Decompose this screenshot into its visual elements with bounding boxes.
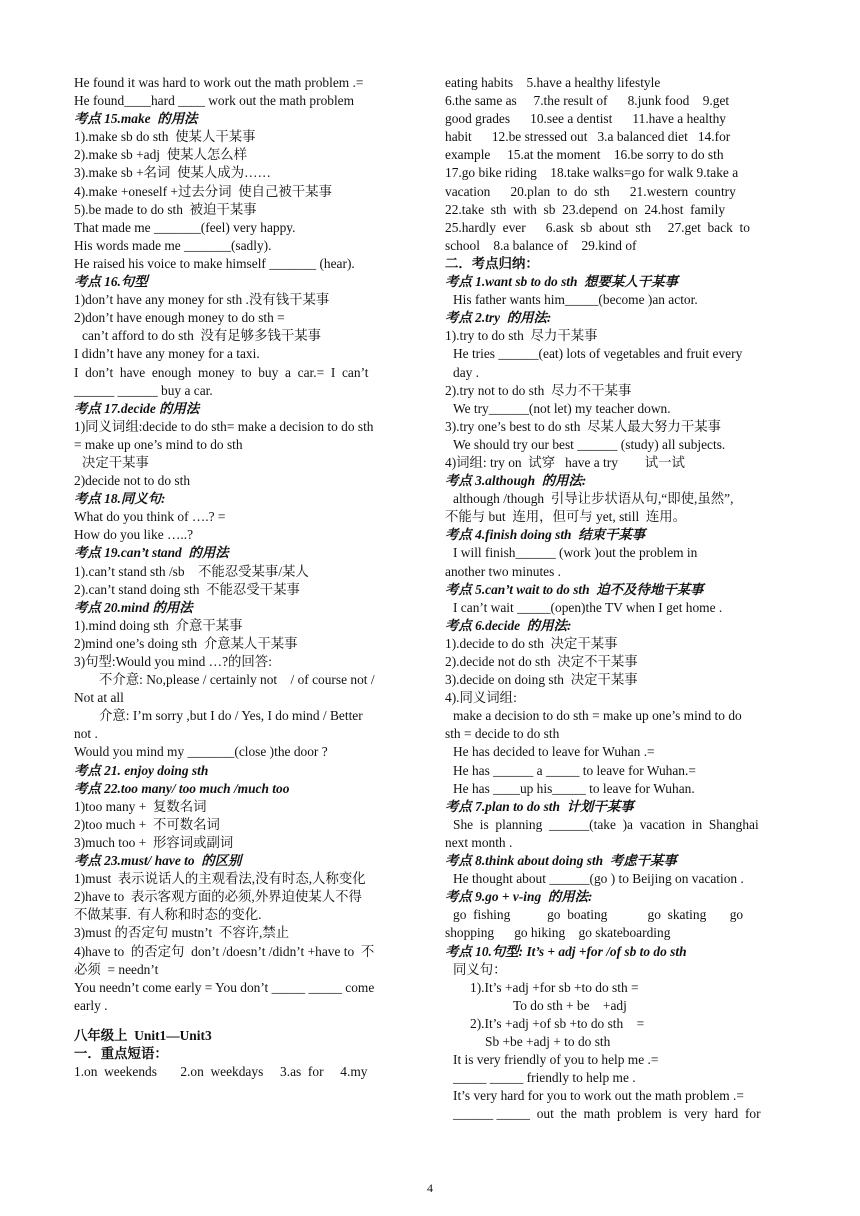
text-line: 2)mind one’s doing sth 介意某人干某事 (74, 635, 298, 651)
topic-heading: 考点 17.decide 的用法 (74, 400, 200, 416)
topic-heading: 考点 7.plan to do sth 计划干某事 (445, 798, 634, 814)
text-line: 4).同义词组: (445, 690, 517, 706)
text-line: We should try our best ______ (study) all subjects. (453, 436, 726, 452)
text-line: His father wants him_____(become )an actor. (453, 292, 698, 308)
text-line: I don’t have enough money to buy a car.= I can’t (74, 364, 369, 380)
text-line: 17.go bike riding 18.take walks=go for walk 9.take a (445, 165, 739, 181)
text-line: 2)have to 表示客观方面的必须,外界迫使某人不得 (74, 889, 362, 905)
text-line: shopping go hiking go skateboarding (445, 925, 671, 941)
text-line: He thought about ______(go ) to Beijing on vacation . (453, 871, 744, 887)
text-line: 必须 = needn’t (74, 961, 159, 977)
text-line: He raised his voice to make himself _______ (hear). (74, 255, 355, 271)
text-line: 决定干某事 (82, 454, 149, 470)
text-line: 3)much too + 形容词或副词 (74, 834, 234, 850)
topic-heading: 考点 15.make 的用法 (74, 111, 198, 127)
text-line: 3)句型:Would you mind …?的回答: (74, 654, 272, 669)
text-line: 不做某事. 有人称和时态的变化. (74, 907, 262, 923)
text-line: 1.on weekends 2.on weekdays 3.as for 4.my (74, 1064, 368, 1080)
text-line: 2).try not to do sth 尽力不干某事 (445, 382, 632, 398)
text-line: early . (74, 997, 108, 1013)
text-line: _____ _____ friendly to help me . (453, 1070, 636, 1086)
topic-heading: 考点 5.can’t wait to do sth 迫不及待地干某事 (445, 581, 704, 597)
text-line: 2).can’t stand doing sth 不能忍受干某事 (74, 581, 300, 597)
text-line: 不介意: No,please / certainly not / of course not / (99, 672, 375, 688)
text-line: 1).make sb do sth 使某人干某事 (74, 129, 256, 145)
text-line: 1)too many + 复数名词 (74, 798, 207, 814)
text-line: 1)同义词组:decide to do sth= make a decision to do sth (74, 418, 374, 434)
left-column (74, 74, 417, 1081)
text-line: 5).be made to do sth 被迫干某事 (74, 201, 257, 217)
text-line: make a decision to do sth = make up one’s mind to do (453, 708, 742, 724)
topic-heading: 考点 10.句型: It’s + adj +for /of sb to do sth (445, 943, 687, 959)
topic-heading: 考点 3.although 的用法: (445, 473, 587, 489)
text-line: What do you think of ….? = (74, 509, 226, 525)
text-line: I will finish______ (work )out the problem in (453, 545, 698, 561)
text-line: 4)have to 的否定句 don’t /doesn’t /didn’t +have to 不 (74, 943, 375, 959)
text-line: 2)too much + 不可数名词 (74, 816, 220, 832)
text-line: 1).try to do sth 尽力干某事 (445, 328, 598, 344)
text-line: 1).mind doing sth 介意干某事 (74, 617, 243, 633)
text-line: How do you like …..? (74, 527, 194, 543)
text-line: He tries ______(eat) lots of vegetables and fruit every (453, 346, 743, 362)
text-line: I can’t wait _____(open)the TV when I get home . (453, 599, 723, 615)
topic-heading: 考点 4.finish doing sth 结束干某事 (445, 527, 646, 543)
text-line: habit 12.be stressed out 3.a balanced diet 14.for (445, 129, 731, 145)
text-line: go fishing go boating go skating go (453, 907, 744, 923)
text-line: 二．考点归纳： (445, 255, 539, 271)
text-line: 不能与 but 连用，但可与 yet, still 连用。 (445, 509, 687, 525)
topic-heading: 考点 1.want sb to do sth 想要某人干某事 (445, 274, 678, 290)
topic-heading: 考点 21. enjoy doing sth (74, 762, 209, 778)
text-line: He has ____up his_____ to leave for Wuhan. (453, 780, 695, 796)
text-line: 4)词组: try on 试穿 have a try 试一试 (445, 454, 685, 470)
text-line: example 15.at the moment 16.be sorry to do sth (445, 147, 724, 163)
text-line: ______ ______ buy a car. (74, 382, 213, 398)
text-line: 八年级上 Unit1—Unit3 (74, 1027, 212, 1043)
text-line: 3).make sb +名词 使某人成为…… (74, 165, 271, 181)
text-line: 3).try one’s best to do sth 尽某人最大努力干某事 (445, 418, 721, 434)
text-line: He found____hard ____ work out the math problem (74, 93, 355, 109)
text-line: day . (453, 364, 480, 380)
topic-heading: 考点 2.try 的用法: (445, 310, 552, 326)
text-line: not . (74, 726, 98, 742)
topic-heading: 考点 16.句型 (74, 274, 148, 290)
text-line: 3).decide on doing sth 决定干某事 (445, 672, 638, 688)
text-line (74, 1015, 417, 1027)
text-line: It’s very hard for you to work out the math problem .= (453, 1088, 744, 1104)
text-line: 1).It’s +adj +for sb +to do sth = (470, 979, 639, 995)
text-line: He has ______ a _____ to leave for Wuhan.= (453, 762, 696, 778)
right-column (445, 74, 788, 1123)
text-line: another two minutes . (445, 563, 562, 579)
text-line: 一．重点短语： (74, 1045, 168, 1061)
text-line: 2)decide not to do sth (74, 473, 191, 489)
text-line: I didn’t have any money for a taxi. (74, 346, 260, 362)
text-line: His words made me _______(sadly). (74, 237, 272, 253)
topic-heading: 考点 22.too many/ too much /much too (74, 780, 290, 796)
text-line: 4).make +oneself +过去分词 使自己被干某事 (74, 183, 332, 199)
text-line: vacation 20.plan to do sth 21.western country (445, 183, 736, 199)
text-line: good grades 10.see a dentist 11.have a healthy (445, 111, 727, 127)
text-line: although /though 引导让步状语从句,“即使,虽然”, (453, 491, 734, 507)
topic-heading: 考点 19.can’t stand 的用法 (74, 545, 229, 561)
text-line: It is very friendly of you to help me .= (453, 1052, 659, 1068)
topic-heading: 考点 9.go + v-ing 的用法: (445, 889, 593, 905)
text-line: 介意: I’m sorry ,but I do / Yes, I do mind / Better (99, 708, 363, 724)
text-line: school 8.a balance of 29.kind of (445, 237, 637, 253)
text-line: 22.take sth with sb 23.depend on 24.host family (445, 201, 726, 217)
text-line: 2).It’s +adj +of sb +to do sth = (470, 1015, 645, 1031)
text-line: She is planning ______(take )a vacation in Shanghai (453, 816, 759, 832)
text-line: 2).decide not do sth 决定不干某事 (445, 654, 638, 669)
page-number: 4 (427, 1181, 433, 1195)
text-line: 1).can’t stand sth /sb 不能忍受某事/某人 (74, 563, 309, 579)
text-line: Sb +be +adj + to do sth (485, 1033, 611, 1049)
topic-heading: 考点 23.must/ have to 的区别 (74, 853, 242, 869)
text-line: ______ _____ out the math problem is very hard for (453, 1106, 761, 1122)
topic-heading: 考点 18.同义句: (74, 491, 166, 507)
text-line: 25.hardly ever 6.ask sb about sth 27.get back to (445, 219, 750, 235)
text-line: = make up one’s mind to do sth (74, 436, 243, 452)
topic-heading: 考点 20.mind 的用法 (74, 599, 193, 615)
text-line: 6.the same as 7.the result of 8.junk food 9.get (445, 93, 730, 109)
text-line: Would you mind my _______(close )the door ? (74, 744, 328, 760)
topic-heading: 考点 8.think about doing sth 考虑干某事 (445, 853, 677, 869)
text-line: 同义句： (453, 961, 507, 977)
text-line: He has decided to leave for Wuhan .= (453, 744, 655, 760)
topic-heading: 考点 6.decide 的用法: (445, 617, 572, 633)
text-line: You needn’t come early = You don’t _____ _____ come (74, 979, 375, 995)
text-line: 1)must 表示说话人的主观看法,没有时态,人称变化 (74, 871, 366, 887)
text-line: can’t afford to do sth 没有足够多钱干某事 (82, 328, 322, 344)
text-line: 1).decide to do sth 决定干某事 (445, 635, 618, 651)
text-line: Not at all (74, 690, 124, 706)
text-line: We try______(not let) my teacher down. (453, 400, 671, 416)
text-line: That made me _______(feel) very happy. (74, 219, 296, 235)
text-line: 1)don’t have any money for sth .没有钱干某事 (74, 292, 330, 308)
text-line: sth = decide to do sth (445, 726, 560, 742)
text-line: 3)must 的否定句 mustn’t 不容许,禁止 (74, 925, 290, 941)
text-line: 2)don’t have enough money to do sth = (74, 310, 285, 326)
text-line: He found it was hard to work out the math problem .= (74, 75, 364, 90)
text-line: 2).make sb +adj 使某人怎么样 (74, 147, 248, 163)
text-line: next month . (445, 834, 513, 850)
text-line: To do sth + be +adj (513, 997, 627, 1013)
text-line: eating habits 5.have a healthy lifestyle (445, 75, 661, 90)
